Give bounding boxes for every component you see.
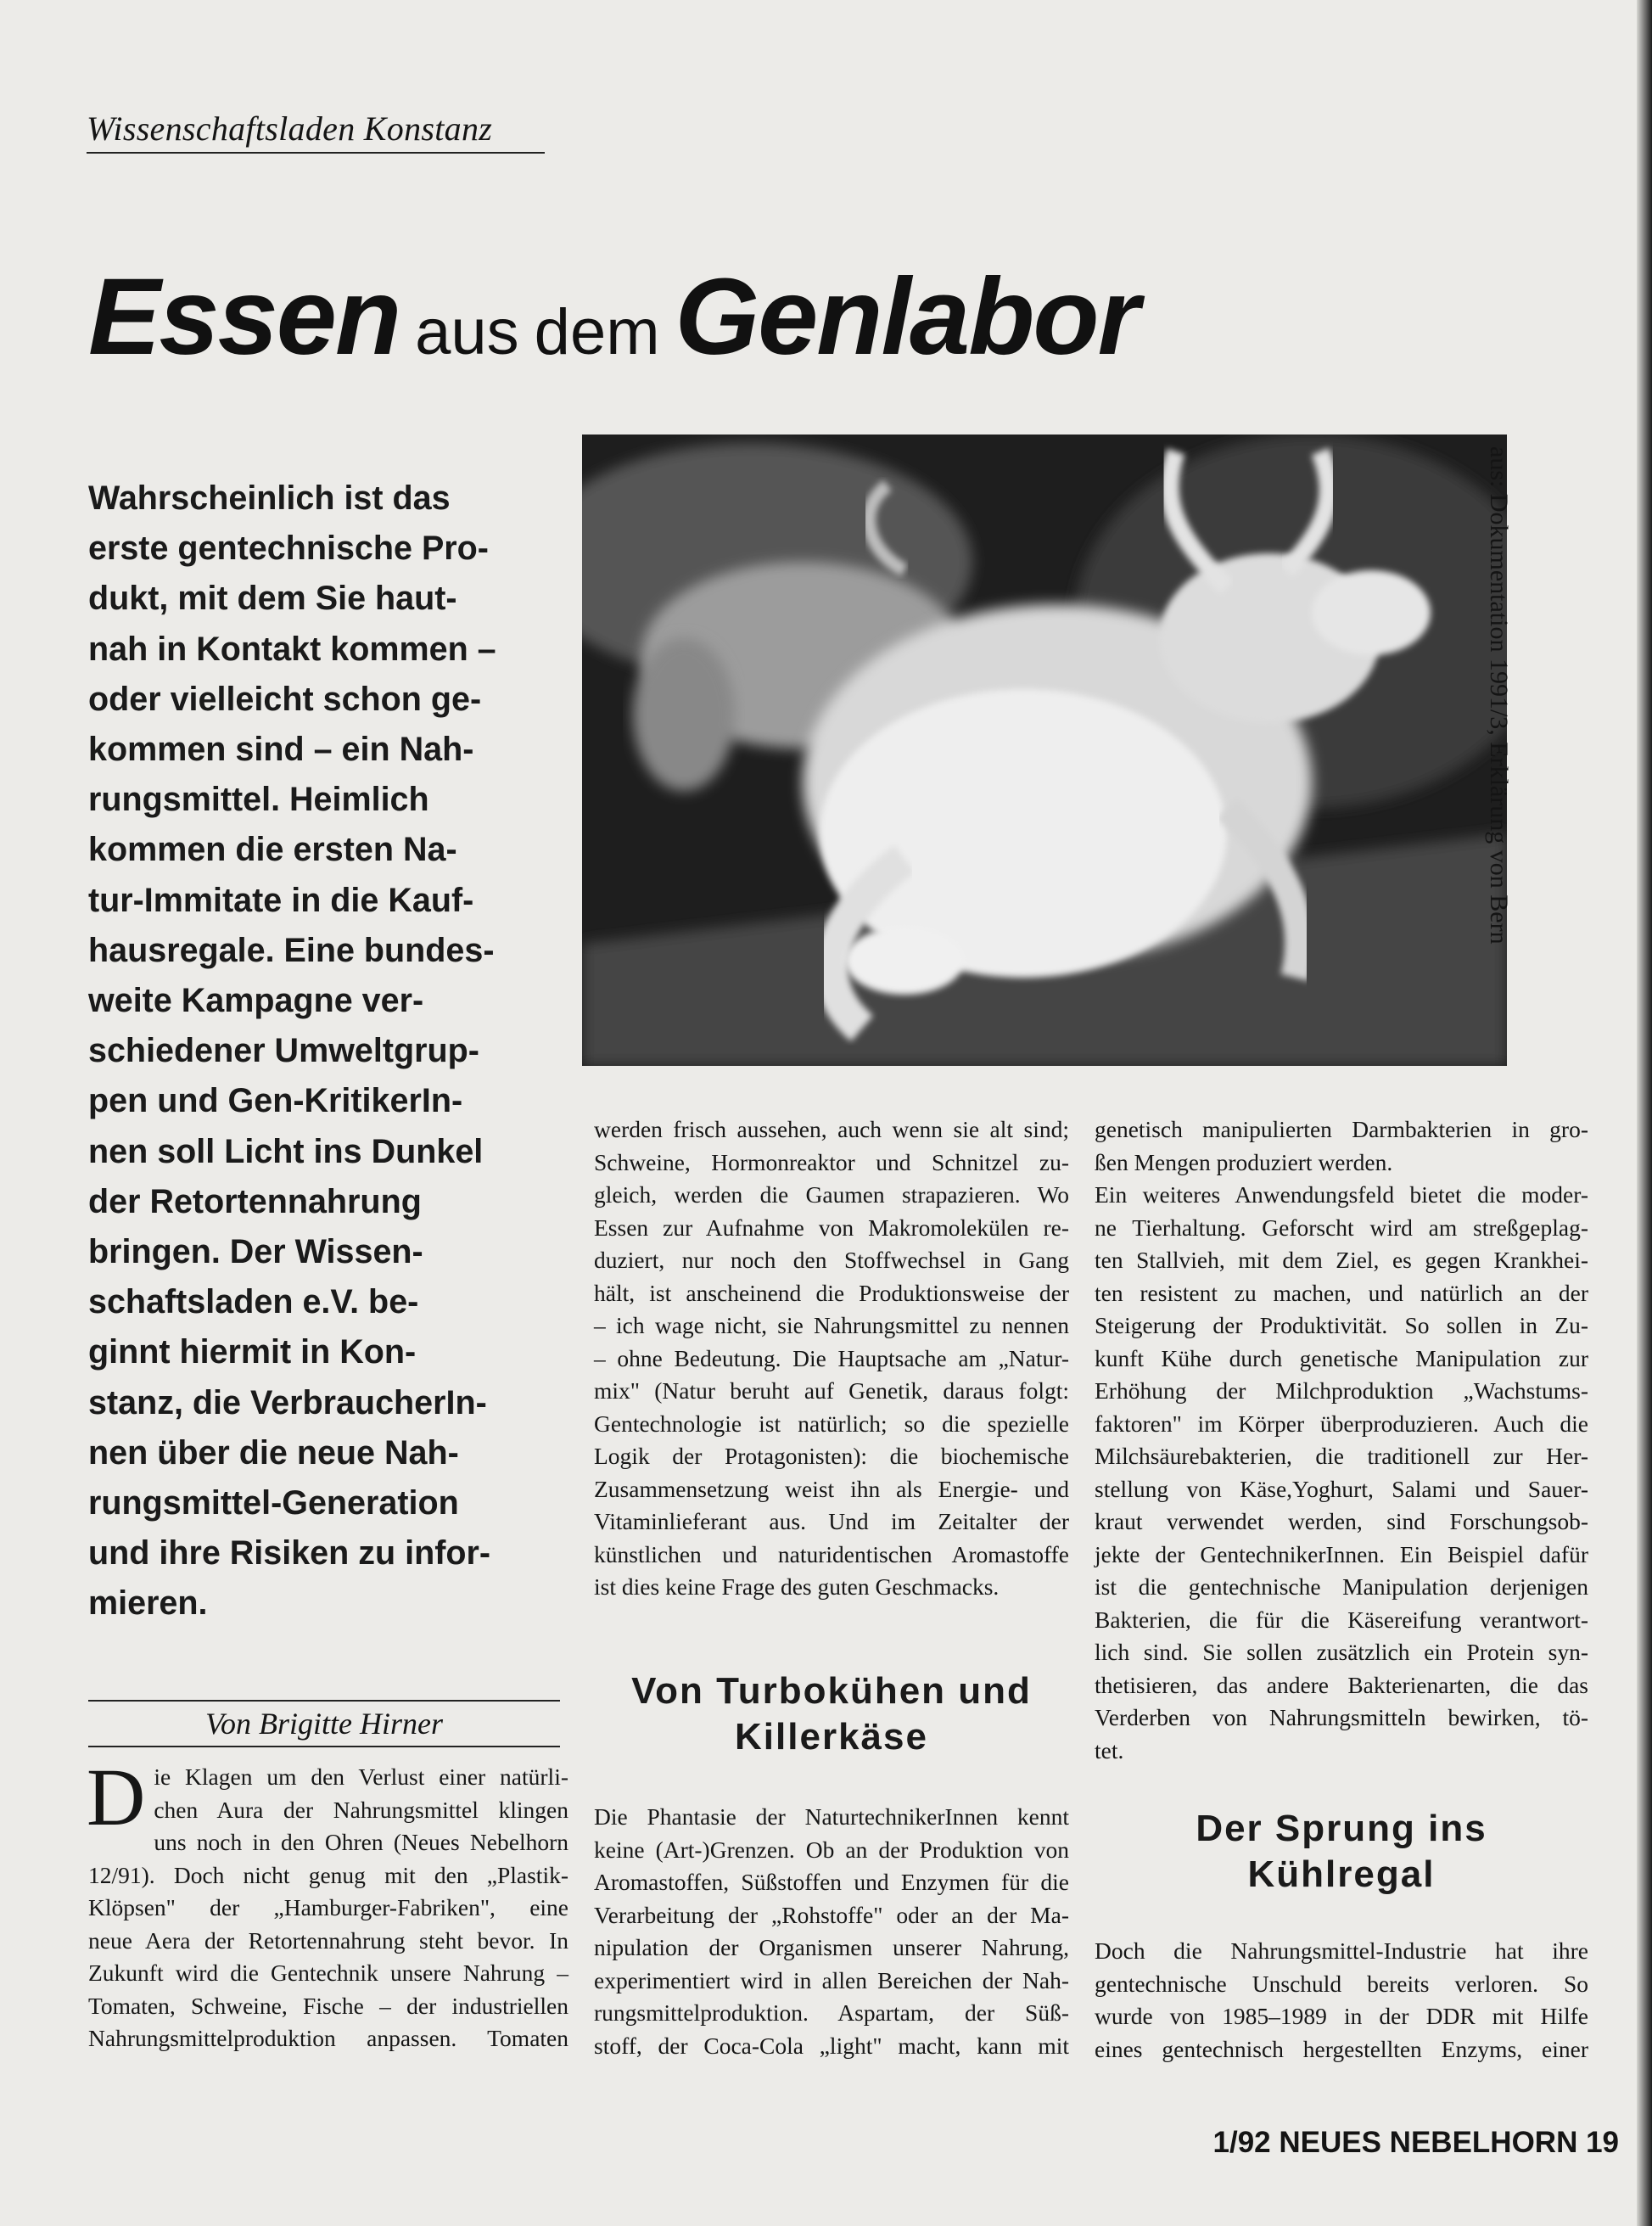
body-line: Zukunft wird die Gentechnik unsere Nahrung – <box>88 1960 568 1986</box>
body-line: Doch die Nahrungsmittel-Industrie hat ihre <box>1095 1937 1588 1964</box>
cow-photo <box>582 435 1507 1066</box>
page-edge <box>1637 0 1652 2226</box>
body-line: gentechnische Unschuld bereits verloren. So <box>1095 1970 1588 1997</box>
subhead-turbokuehen <box>594 1668 1069 1760</box>
lead-line: nen über die neue Nah- <box>88 1433 459 1472</box>
lead-line: schiedener Umweltgrup- <box>88 1032 479 1070</box>
body-line: lich sind. Sie sollen zusätzlich ein Protein syn- <box>1095 1639 1588 1665</box>
lead-line: ginnt hiermit in Kon- <box>88 1333 417 1371</box>
body-line: mix" (Natur beruht auf Genetik, daraus folgt: <box>594 1377 1069 1404</box>
body-line: keine (Art-)Grenzen. Ob an der Produktion von <box>594 1836 1069 1863</box>
body-line: Die Phantasie der NaturtechnikerInnen kennt <box>594 1803 1069 1830</box>
body-line: Zusammensetzung weist ihn als Energie- und <box>594 1475 1069 1502</box>
body-line: hält, ist anscheinend die Produktionsweise der <box>594 1279 1069 1306</box>
lead-line: oder vielleicht schon ge- <box>88 680 482 718</box>
subhead-kuehlregal <box>1095 1806 1588 1898</box>
body-line: Verarbeitung der „Rohstoffe" oder an der Ma- <box>594 1901 1069 1928</box>
headline-word-4: Genlabor <box>675 256 1139 378</box>
body-line: gleich, werden die Gaumen strapazieren. Wo <box>594 1181 1069 1208</box>
body-line: ist die gentechnische Manipulation derjenigen <box>1095 1573 1588 1600</box>
body-line: neue Aera der Retortennahrung steht bevor. In <box>88 1926 568 1954</box>
body-line: Steigerung der Produktivität. So sollen in Zu- <box>1095 1312 1588 1338</box>
body-line: chen Aura der Nahrungsmittel klingen <box>154 1796 568 1823</box>
body-line: Ein weiteres Anwendungsfeld bietet die moder- <box>1095 1181 1588 1208</box>
body-line: Tomaten, Schweine, Fische – der industriellen <box>88 1992 568 2019</box>
cow-illustration <box>582 435 1507 1066</box>
body-line: ne Tierhaltung. Geforscht wird am streßgeplag- <box>1095 1214 1588 1241</box>
page-footer: 1/92 NEUES NEBELHORN 19 <box>1212 2126 1619 2159</box>
body-line: Verderben von Nahrungsmitteln bewirken, tö- <box>1095 1704 1588 1730</box>
body-line: – ich wage nicht, sie Nahrungsmittel zu nennen <box>594 1312 1069 1338</box>
body-line: Milchsäurebakterien, die traditionell zur Her- <box>1095 1443 1588 1469</box>
subhead-line: Killerkäse <box>735 1716 928 1758</box>
body-line: stoff, der Coca-Cola „light" macht, kann mit <box>594 2032 1069 2059</box>
body-line: kraut verwendet werden, sind Forschungsob- <box>1095 1508 1588 1534</box>
lead-line: dukt, mit dem Sie haut- <box>88 580 457 618</box>
lead-line: stanz, die VerbraucherIn- <box>88 1383 487 1421</box>
body-line: Klöpsen" der „Hamburger-Fabriken", eine <box>88 1894 568 1920</box>
body-line: stellung von Käse,Yoghurt, Salami und Sauer- <box>1095 1475 1588 1502</box>
body-line: Vitaminlieferant aus. Und im Zeitalter der <box>594 1508 1069 1534</box>
body-line: duziert, nur noch den Stoffwechsel in Gang <box>594 1247 1069 1273</box>
lead-line: pen und Gen-KritikerIn- <box>88 1082 463 1120</box>
body-line: eines gentechnisch hergestellten Enzyms, einer <box>1095 2035 1588 2062</box>
lead-line: erste gentechnische Pro- <box>88 530 489 568</box>
body-line: nipulation der Organismen unserer Nahrung, <box>594 1934 1069 1960</box>
lead-paragraph <box>88 474 563 1629</box>
section-kicker: Wissenschaftsladen Konstanz <box>87 109 545 154</box>
body-line: werden frisch aussehen, auch wenn sie alt sind; <box>594 1116 1069 1142</box>
body-line: Logik der Protagonisten): die biochemische <box>594 1443 1069 1469</box>
lead-line: nen soll Licht ins Dunkel <box>88 1132 484 1170</box>
body-line: tet. <box>1095 1736 1124 1763</box>
column-3-part-2 <box>1095 1935 1588 2066</box>
lead-line: nah in Kontakt kommen – <box>88 630 496 668</box>
body-line: ten Stallvieh, mit dem Ziel, es gegen Krankhei- <box>1095 1247 1588 1273</box>
column-1 <box>87 1752 568 2055</box>
body-line: rungsmittelproduktion. Aspartam, der Süß- <box>594 1999 1069 2026</box>
body-line: wurde von 1985–1989 in der DDR mit Hilfe <box>1095 2003 1588 2029</box>
lead-line: rungsmittel. Heimlich <box>88 781 429 819</box>
body-line: thetisieren, das andere Bakterienarten, die das <box>1095 1671 1588 1698</box>
body-line: ie Klagen um den Verlust einer natürli- <box>154 1763 568 1790</box>
body-line: Erhöhung der Milchproduktion „Wachstums- <box>1095 1377 1588 1404</box>
drop-cap: D <box>87 1752 146 1842</box>
headline-word-3: dem <box>534 296 660 368</box>
body-line: Essen zur Aufnahme von Makromolekülen re- <box>594 1214 1069 1241</box>
body-line: experimentiert wird in allen Bereichen der Nah- <box>594 1966 1069 1993</box>
author-byline: Von Brigitte Hirner <box>88 1700 560 1747</box>
subhead-line: Der Sprung ins <box>1196 1808 1487 1849</box>
body-line: Gentechnologie ist natürlich; so die spezielle <box>594 1410 1069 1437</box>
body-line: uns noch in den Ohren (Neues Nebelhorn <box>154 1829 568 1855</box>
body-line: jekte der GentechnikerInnen. Ein Beispiel dafür <box>1095 1540 1588 1567</box>
lead-line: Wahrscheinlich ist das <box>88 479 451 517</box>
lead-line: kommen die ersten Na- <box>88 831 457 869</box>
column-2-part-2 <box>594 1801 1069 2062</box>
headline <box>88 255 1446 382</box>
column-3 <box>1095 1113 1588 1767</box>
column-2 <box>594 1113 1069 1604</box>
body-line: ist dies keine Frage des guten Geschmacks. <box>594 1573 1000 1600</box>
body-line: ßen Mengen produziert werden. <box>1095 1148 1393 1175</box>
body-line: Aromastoffen, Süßstoffen und Enzymen für die <box>594 1869 1069 1895</box>
body-line: ten resistent zu machen, und natürlich an der <box>1095 1279 1588 1306</box>
lead-line: weite Kampagne ver- <box>88 982 424 1020</box>
lead-line: mieren. <box>88 1584 208 1623</box>
body-line: Schweine, Hormonreaktor und Schnitzel zu- <box>594 1148 1069 1175</box>
lead-line: kommen sind – ein Nah- <box>88 731 474 769</box>
lead-line: bringen. Der Wissen- <box>88 1233 423 1271</box>
lead-line: schaftsladen e.V. be- <box>88 1283 419 1321</box>
photo-credit: aus: Dokumentation 1991/3, Erklärung von Bern <box>1485 446 1513 945</box>
body-line: faktoren" im Körper überproduzieren. Auch die <box>1095 1410 1588 1437</box>
headline-word-2: aus <box>415 296 519 368</box>
lead-line: tur-Immitate in die Kauf- <box>88 881 474 919</box>
subhead-line: Kühlregal <box>1247 1853 1436 1895</box>
body-line: Nahrungsmittelproduktion anpassen. Tomaten <box>88 2025 568 2051</box>
lead-line: rungsmittel-Generation <box>88 1484 459 1522</box>
body-line: künstlichen und naturidentischen Aromastoffe <box>594 1540 1069 1567</box>
body-line: – ohne Bedeutung. Die Hauptsache am „Natur- <box>594 1344 1069 1371</box>
lead-line: der Retortennahrung <box>88 1182 422 1220</box>
subhead-line: Von Turbokühen und <box>631 1670 1032 1712</box>
body-line: Bakterien, die für die Käsereifung verantwort- <box>1095 1606 1588 1633</box>
body-line: kunft Kühe durch genetische Manipulation zur <box>1095 1344 1588 1371</box>
body-line: genetisch manipulierten Darmbakterien in gro- <box>1095 1116 1588 1142</box>
lead-line: und ihre Risiken zu infor- <box>88 1534 491 1573</box>
body-line: 12/91). Doch nicht genug mit den „Plastik- <box>88 1861 568 1888</box>
lead-line: hausregale. Eine bundes- <box>88 931 495 969</box>
headline-word-1: Essen <box>88 256 400 378</box>
